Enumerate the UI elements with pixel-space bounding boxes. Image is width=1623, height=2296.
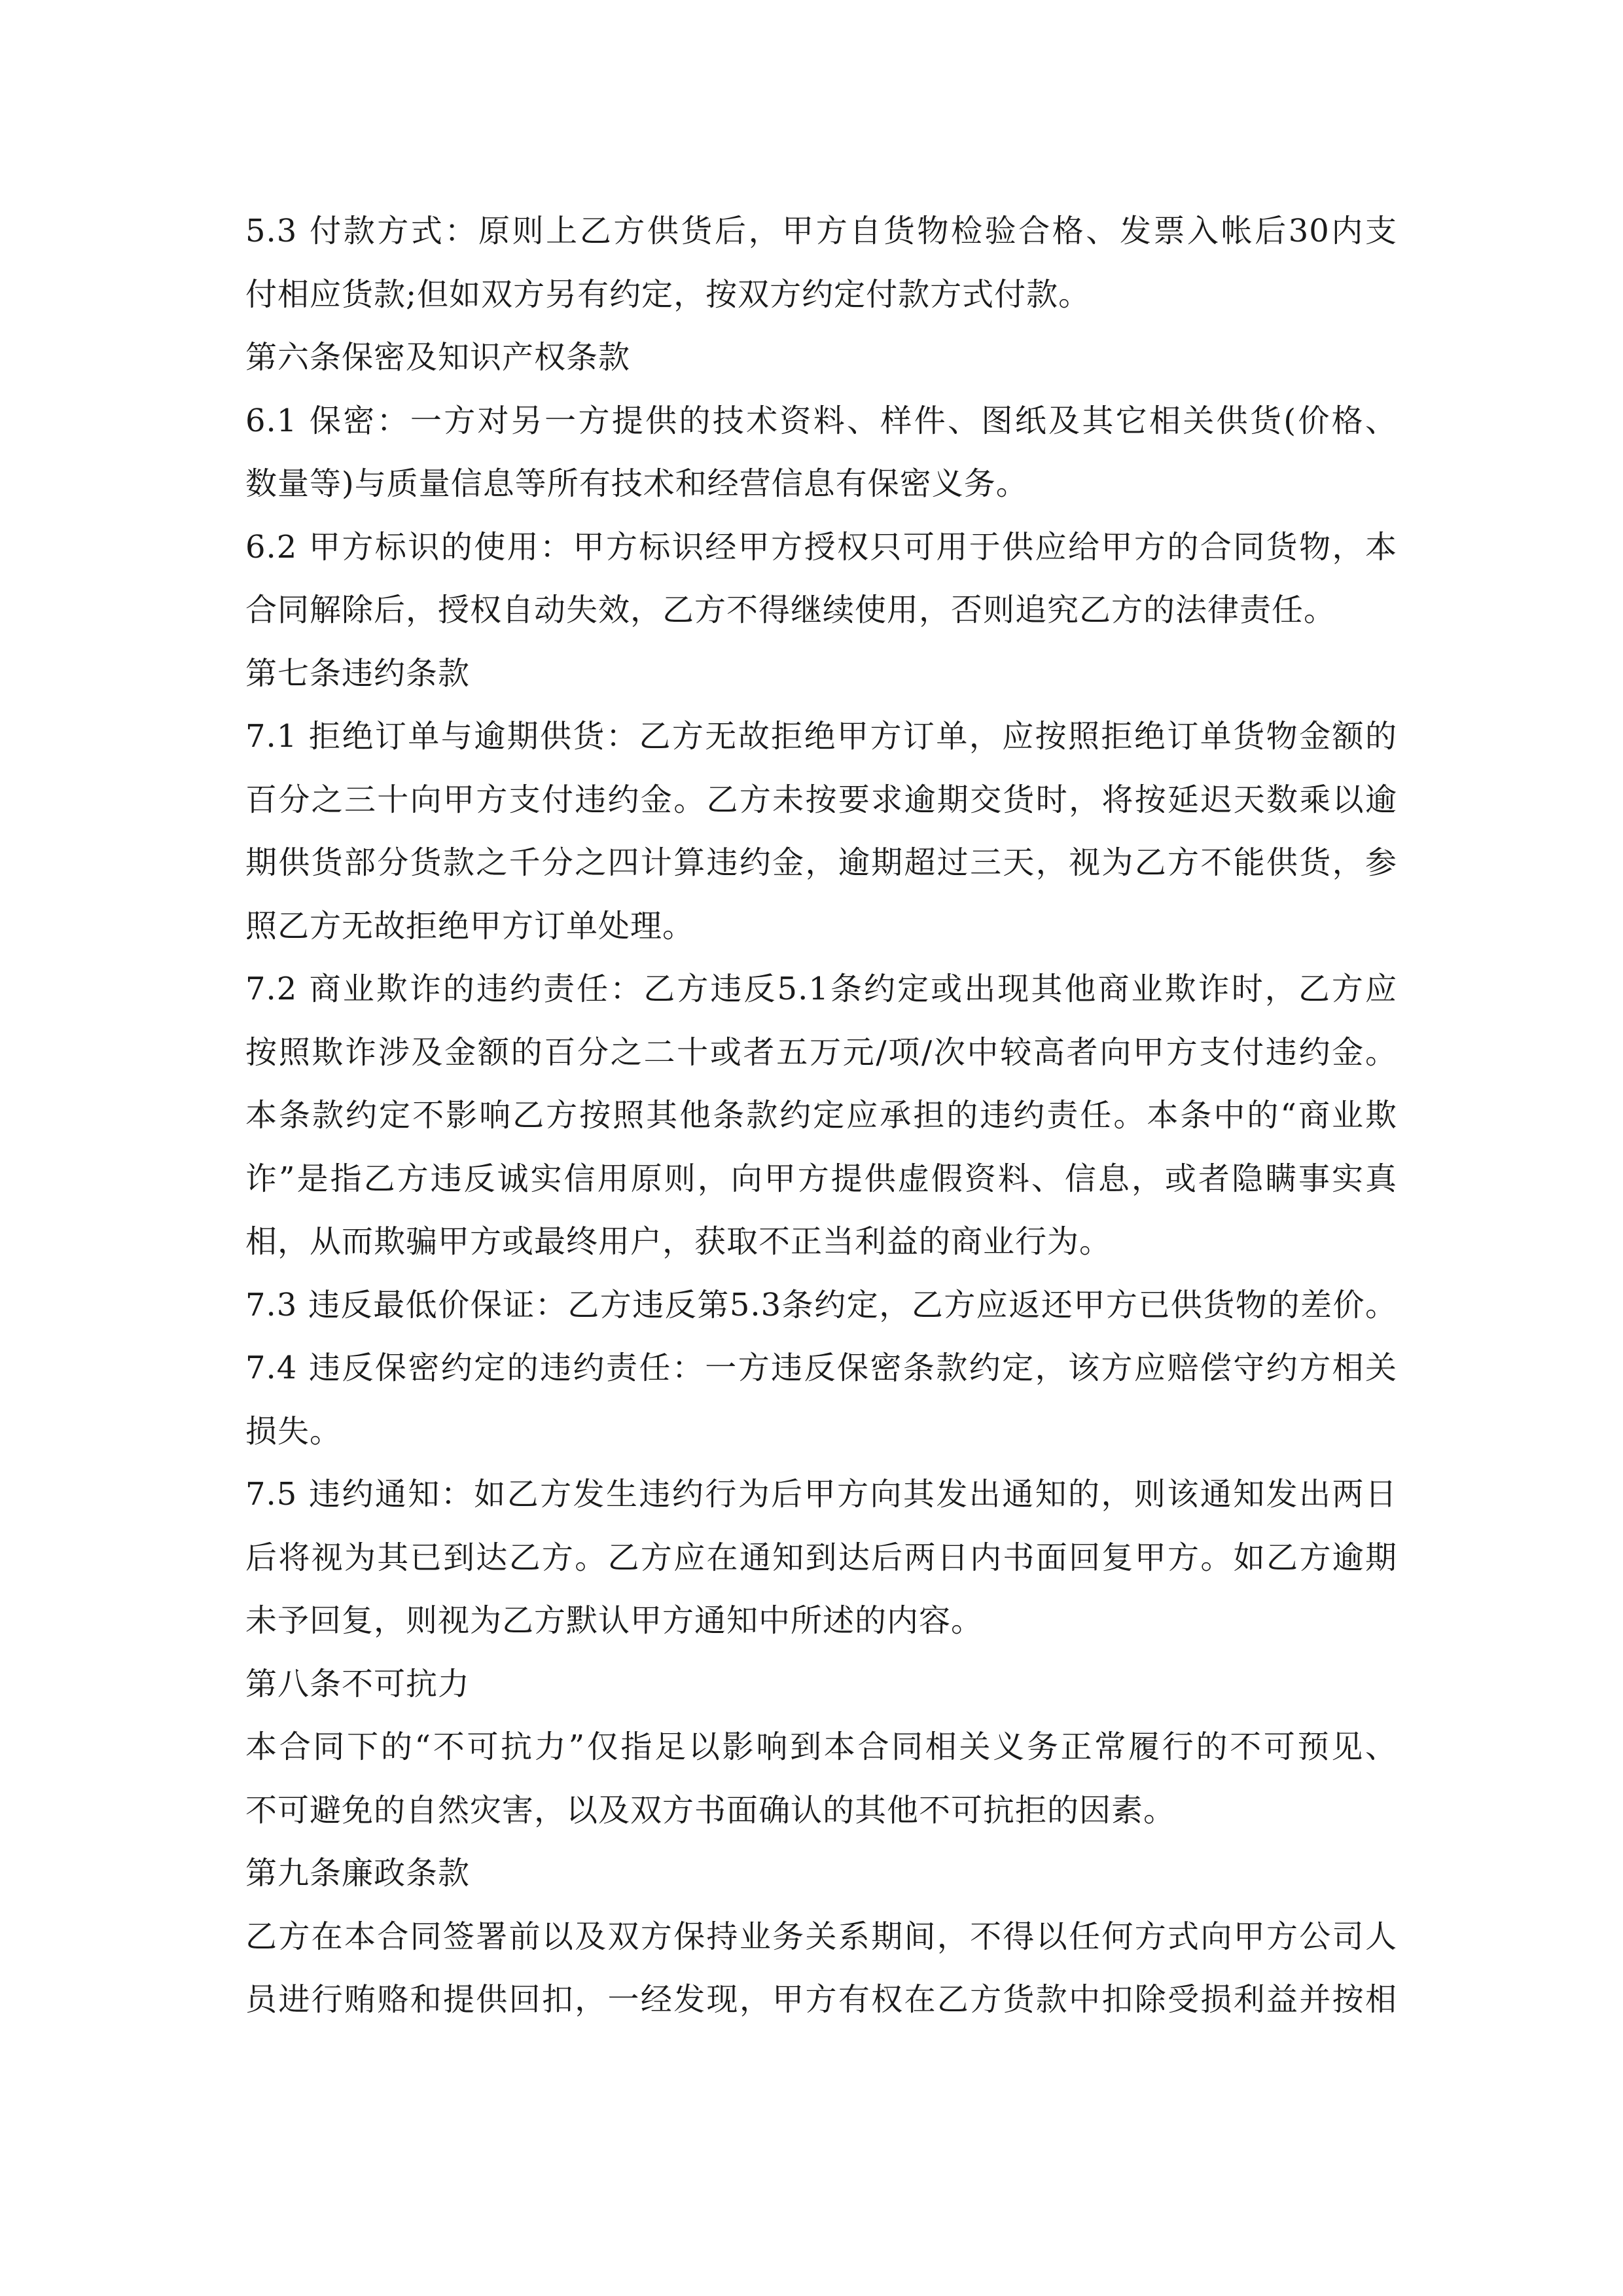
text-line: 第六条保密及知识产权条款 [245, 339, 631, 376]
text-line: 未予回复，则视为乙方默认甲方通知中所述的内容。 [245, 1602, 984, 1639]
text-line: 员进行贿赂和提供回扣，一经发现，甲方有权在乙方货款中扣除受损利益并按相 [245, 1981, 1397, 2018]
text-line: 6.1 保密：一方对另一方提供的技术资料、样件、图纸及其它相关供货(价格、 [245, 402, 1397, 439]
text-line: 付相应货款;但如双方另有约定，按双方约定付款方式付款。 [245, 276, 1091, 313]
text-line: 第八条不可抗力 [245, 1665, 471, 1702]
text-line: 不可避免的自然灾害，以及双方书面确认的其他不可抗拒的因素。 [245, 1791, 1176, 1829]
text-line: 乙方在本合同签署前以及双方保持业务关系期间，不得以任何方式向甲方公司人 [245, 1918, 1397, 1955]
text-line: 后将视为其已到达乙方。乙方应在通知到达后两日内书面回复甲方。如乙方逾期 [245, 1539, 1397, 1576]
text-line: 按照欺诈涉及金额的百分之二十或者五万元/项/次中较高者向甲方支付违约金。 [245, 1033, 1397, 1071]
text-line: 本条款约定不影响乙方按照其他条款约定应承担的违约责任。本条中的“商业欺 [245, 1097, 1397, 1134]
text-line: 合同解除后，授权自动失效，乙方不得继续使用，否则追究乙方的法律责任。 [245, 592, 1336, 628]
text-line: 照乙方无故拒绝甲方订单处理。 [245, 907, 695, 944]
text-line: 7.1 拒绝订单与逾期供货：乙方无故拒绝甲方订单，应按照拒绝订单货物金额的 [245, 718, 1397, 755]
text-line: 相，从而欺骗甲方或最终用户，获取不正当利益的商业行为。 [245, 1223, 1112, 1260]
text-line: 7.5 违约通知：如乙方发生违约行为后甲方向其发出通知的，则该通知发出两日 [245, 1476, 1397, 1513]
text-line: 7.4 违反保密约定的违约责任：一方违反保密条款约定，该方应赔偿守约方相关 [245, 1350, 1397, 1386]
text-line: 第七条违约条款 [245, 655, 471, 692]
text-line: 百分之三十向甲方支付违约金。乙方未按要求逾期交货时，将按延迟天数乘以逾 [245, 781, 1397, 818]
document-body [245, 200, 1397, 2032]
text-line: 期供货部分货款之千分之四计算违约金，逾期超过三天，视为乙方不能供货，参 [245, 844, 1397, 881]
text-line: 诈”是指乙方违反诚实信用原则，向甲方提供虚假资料、信息，或者隐瞒事实真 [245, 1160, 1397, 1197]
text-line: 5.3 付款方式：原则上乙方供货后，甲方自货物检验合格、发票入帐后30内支 [245, 213, 1397, 249]
text-line: 6.2 甲方标识的使用：甲方标识经甲方授权只可用于供应给甲方的合同货物，本 [245, 528, 1397, 565]
text-line: 损失。 [245, 1412, 342, 1450]
text-line: 第九条廉政条款 [245, 1855, 471, 1892]
text-line: 数量等)与质量信息等所有技术和经营信息有保密义务。 [245, 465, 1028, 502]
text-line: 7.3 违反最低价保证：乙方违反第5.3条约定，乙方应返还甲方已供货物的差价。 [245, 1286, 1397, 1323]
text-line: 本合同下的“不可抗力”仅指足以影响到本合同相关义务正常履行的不可预见、 [245, 1729, 1397, 1765]
text-line: 7.2 商业欺诈的违约责任：乙方违反5.1条约定或出现其他商业欺诈时，乙方应 [245, 971, 1397, 1007]
